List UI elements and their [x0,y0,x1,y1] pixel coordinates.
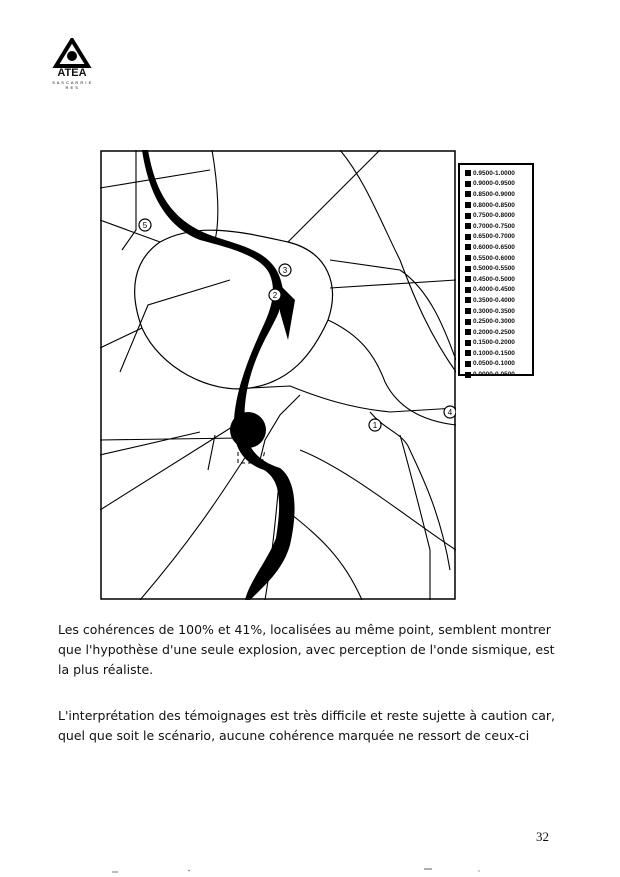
legend-swatch-icon [465,319,471,325]
legend-swatch-icon [465,234,471,240]
legend-label: 0.8500-0.9000 [473,190,515,198]
legend-label: 0.2000-0.2500 [473,328,515,336]
legend-item [465,253,532,264]
legend-label: 0.7000-0.7500 [473,222,515,230]
page-number: 32 [536,829,549,844]
svg-text:4: 4 [447,408,453,417]
legend-swatch-icon [465,181,471,187]
legend-label: 0.0000-0.0500 [473,371,515,379]
legend-item [465,189,532,200]
city-map [100,150,456,600]
legend-label: 0.5000-0.5500 [473,265,515,273]
legend-item [465,210,532,221]
svg-text:2: 2 [272,291,278,300]
legend-item [465,274,532,285]
legend-label: 0.3000-0.3500 [473,307,515,315]
paragraph-testimonies: L'interprétation des témoignages est très difficile et reste sujette à caution car, quel que soit le scénario, aucune cohérence marquée ne ressort de ceux-ci [58,708,556,743]
legend-label: 0.9500-1.0000 [473,169,515,177]
svg-text:5: 5 [142,221,148,230]
legend-swatch-icon [465,266,471,272]
legend-item [465,327,532,338]
legend-item [465,369,532,380]
logo-triangle-icon [52,38,92,68]
legend-label: 0.8000-0.8500 [473,201,515,209]
legend-swatch-icon [465,287,471,293]
legend-item [465,242,532,253]
legend-item [465,316,532,327]
legend-swatch-icon [465,308,471,314]
legend-label: 0.1500-0.2000 [473,339,515,347]
marker-4 [444,406,456,418]
legend-swatch-icon [465,213,471,219]
legend-item [465,179,532,190]
legend-label: 0.1000-0.1500 [473,349,515,357]
legend-swatch-icon [465,297,471,303]
epicenter-circle [230,412,266,448]
legend-label: 0.5500-0.6000 [473,254,515,262]
legend-item [465,348,532,359]
legend-item [465,338,532,349]
legend-swatch-icon [465,170,471,176]
legend-swatch-icon [465,340,471,346]
legend-swatch-icon [465,202,471,208]
svg-text:1: 1 [372,421,378,430]
legend-item [465,221,532,232]
legend-swatch-icon [465,372,471,378]
logo-name: ATEA [57,67,87,79]
legend-label: 0.7500-0.8000 [473,212,515,220]
legend-label: 0.6500-0.7000 [473,233,515,241]
legend-item [465,263,532,274]
legend-item [465,285,532,296]
legend-label: 0.4500-0.5000 [473,275,515,283]
marker-1 [369,419,381,431]
svg-text:3: 3 [282,266,288,275]
legend-label: 0.0500-0.1000 [473,360,515,368]
legend-item [465,306,532,317]
legend-label: 0.4000-0.4500 [473,286,515,294]
company-logo [52,38,92,90]
legend-swatch-icon [465,223,471,229]
legend-swatch-icon [465,361,471,367]
legend-swatch-icon [465,255,471,261]
marker-5 [139,219,151,231]
legend-item [465,359,532,370]
legend-label: 0.3500-0.4000 [473,296,515,304]
logo-subtitle: S A S C A R R I E R E S [52,80,92,90]
scan-artifacts [0,862,620,877]
legend-item [465,200,532,211]
legend-label: 0.2500-0.3000 [473,318,515,326]
legend-swatch-icon [465,350,471,356]
legend-item [465,232,532,243]
legend-swatch-icon [465,244,471,250]
coherence-legend [458,163,534,379]
legend-label: 0.6000-0.6500 [473,243,515,251]
paragraph-conclusion: Les cohérences de 100% et 41%, localisées au même point, semblent montrer que l'hypothèse d'une seule explosion, avec perception de l'onde sismique, est la plus réaliste. [58,622,555,677]
legend-swatch-icon [465,329,471,335]
legend-item [465,295,532,306]
legend-swatch-icon [465,276,471,282]
marker-2 [269,289,281,301]
marker-3 [279,264,291,276]
legend-swatch-icon [465,191,471,197]
legend-label: 0.9000-0.9500 [473,180,515,188]
legend-item [465,168,532,179]
